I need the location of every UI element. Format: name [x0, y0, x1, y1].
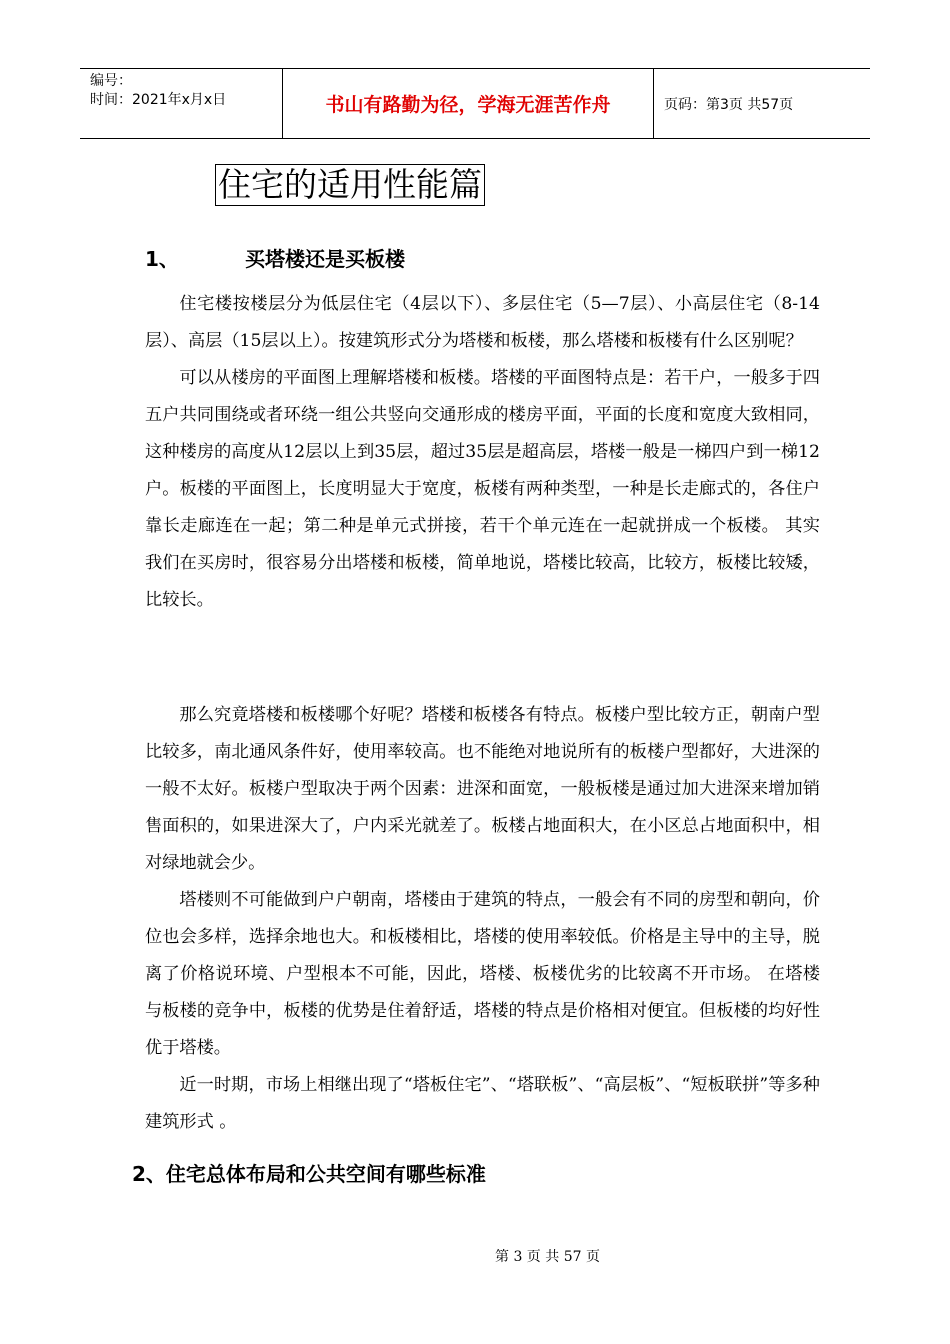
paragraph: 住宅楼按楼层分为低层住宅（4层以下）、多层住宅（5—7层）、小高层住宅（8-14层）、高层（15层以上）。按建筑形式分为塔楼和板楼，那么塔楼和板楼有什么区别呢？	[145, 294, 820, 351]
number-label: 编号：	[90, 73, 132, 89]
section-2-title: 2、住宅总体布局和公共空间有哪些标准	[132, 1162, 486, 1186]
document-header	[80, 68, 870, 139]
header-page-info: 页码：第3页 共57页	[664, 96, 794, 113]
paragraph: 塔楼则不可能做到户户朝南，塔楼由于建筑的特点，一般会有不同的房型和朝向，价位也会多样，选择余地也大。和板楼相比，塔楼的使用率较低。价格是主导中的主导，脱离了价格说环境、户型根本不可能，因此，塔楼、板楼优劣的比较离不开市场。 在塔楼与板楼的竞争中，板楼的优势是住着舒适，塔楼的特点是价格相对便宜。但板楼的均好性优于塔楼。	[145, 890, 820, 1058]
header-meta	[80, 69, 282, 138]
section-1-number: 1、	[145, 247, 179, 271]
paragraph: 可以从楼房的平面图上理解塔楼和板楼。塔楼的平面图特点是：若干户，一般多于四五户共同围绕或者环绕一组公共竖向交通形成的楼房平面，平面的长度和宽度大致相同，这种楼房的高度从12层以上到35层，超过35层是超高层，塔楼一般是一梯四户到一梯12户。板楼的平面图上，长度明显大于宽度，板楼有两种类型，一种是长走廊式的，各住户靠长走廊连在一起；第二种是单元式拼接，若干个单元连在一起就拼成一个板楼。 其实我们在买房时，很容易分出塔楼和板楼，简单地说，塔楼比较高，比较方，板楼比较矮，比较长。	[145, 368, 820, 610]
paragraph: 那么究竟塔楼和板楼哪个好呢？塔楼和板楼各有特点。板楼户型比较方正，朝南户型比较多，南北通风条件好，使用率较高。也不能绝对地说所有的板楼户型都好，大进深的一般不太好。板楼户型取决于两个因素：进深和面宽，一般板楼是通过加大进深来增加销售面积的，如果进深大了，户内采光就差了。板楼占地面积大，在小区总占地面积中，相对绿地就会少。	[145, 705, 820, 873]
body-block-1	[145, 286, 820, 619]
page-footer	[0, 1246, 950, 1266]
paragraph: 近一时期，市场上相继出现了“塔板住宅”、“塔联板”、“高层板”、“短板联拼”等多种建筑形式 。	[145, 1075, 820, 1132]
time-label: 时间：2021年x月x日	[90, 92, 227, 108]
section-1-title: 买塔楼还是买板楼	[245, 247, 405, 271]
header-motto: 书山有路勤为径，学海无涯苦作舟	[282, 69, 654, 138]
footer-page-number: 第 3 页 共 57 页	[495, 1249, 600, 1265]
page-title: 住宅的适用性能篇	[215, 164, 485, 206]
body-block-2	[145, 697, 820, 1141]
